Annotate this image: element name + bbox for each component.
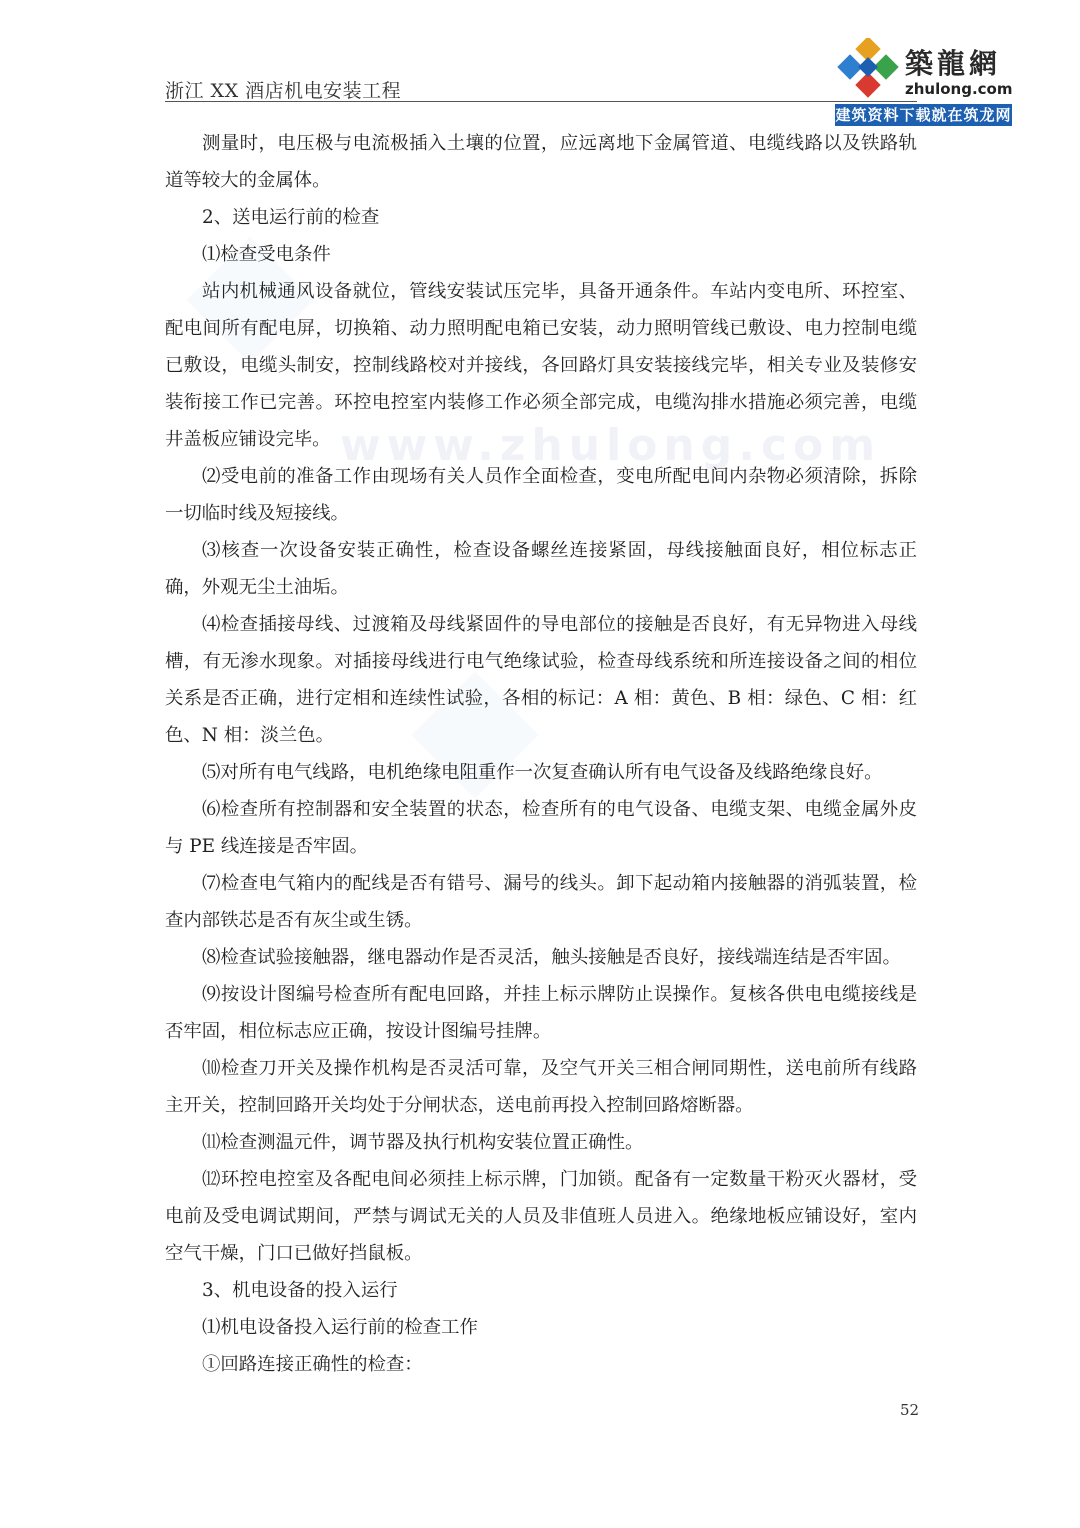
paragraph: ⑵受电前的准备工作由现场有关人员作全面检查，变电所配电间内杂物必须清除，拆除一切临时线及短接线。 xyxy=(165,466,917,524)
section-heading: 3、机电设备的投入运行 xyxy=(202,1280,398,1301)
logo-slogan-banner: 建筑资料下载就在筑龙网 xyxy=(835,106,1012,124)
paragraph: ⑻检查试验接触器，继电器动作是否灵活，触头接触是否良好，接线端连结是否牢固。 xyxy=(202,947,901,968)
paragraph: ⑿环控电控室及各配电间必须挂上标示牌，门加锁。配备有一定数量干粉灭火器材，受电前及受电调试期间，严禁与调试无关的人员及非值班人员进入。绝缘地板应铺设好，室内空气干燥，门口已做好挡鼠板。 xyxy=(165,1169,917,1264)
paragraph: ⑹检查所有控制器和安全装置的状态，检查所有的电气设备、电缆支架、电缆金属外皮与 PE 线连接是否牢固。 xyxy=(165,799,917,857)
paragraph: 站内机械通风设备就位，管线安装试压完毕，具备开通条件。车站内变电所、环控室、配电间所有配电屏，切换箱、动力照明配电箱已安装，动力照明管线已敷设、电力控制电缆已敷设，电缆头制安，控制线路校对并接线，各回路灯具安装接线完毕，相关专业及装修安装衔接工作已完善。环控电控室内装修工作必须全部完成，电缆沟排水措施必须完善，电缆井盖板应铺设完毕。 xyxy=(165,281,917,450)
watermark-text: www.zhulong.com xyxy=(340,420,882,471)
document-body xyxy=(165,125,917,1383)
zhulong-logo xyxy=(833,38,1014,128)
document-header-title: 浙江 XX 酒店机电安装工程 xyxy=(165,80,402,102)
paragraph: ⑺检查电气箱内的配线是否有错号、漏号的线头。卸下起动箱内接触器的消弧装置，检查内部铁芯是否有灰尘或生锈。 xyxy=(165,873,917,931)
paragraph: 测量时，电压极与电流极插入土壤的位置，应远离地下金属管道、电缆线路以及铁路轨道等较大的金属体。 xyxy=(165,133,917,191)
paragraph: ⑸对所有电气线路，电机绝缘电阻重作一次复查确认所有电气设备及线路绝缘良好。 xyxy=(202,762,883,783)
subsection-heading: ⑴机电设备投入运行前的检查工作 xyxy=(202,1317,478,1338)
page-number: 52 xyxy=(900,1401,920,1419)
subsection-heading: ⑴检查受电条件 xyxy=(202,244,331,265)
paragraph: ⑾检查测温元件，调节器及执行机构安装位置正确性。 xyxy=(202,1132,644,1153)
paragraph: ⑶核查一次设备安装正确性，检查设备螺丝连接紧固，母线接触面良好，相位标志正确，外观无尘土油垢。 xyxy=(165,540,917,598)
logo-name-en: zhulong.com xyxy=(905,80,1013,98)
section-heading: 2、送电运行前的检查 xyxy=(202,207,380,228)
header-divider xyxy=(165,101,917,102)
logo-name-cn: 築龍網 xyxy=(905,47,1002,80)
paragraph: ⑼按设计图编号检查所有配电回路，并挂上标示牌防止误操作。复核各供电电缆接线是否牢固，相位标志应正确，按设计图编号挂牌。 xyxy=(165,984,917,1042)
paragraph: ⑽检查刀开关及操作机构是否灵活可靠，及空气开关三相合闸同期性，送电前所有线路主开关，控制回路开关均处于分闸状态，送电前再投入控制回路熔断器。 xyxy=(165,1058,917,1116)
subsection-heading: ①回路连接正确性的检查： xyxy=(202,1354,423,1375)
logo-emblem-icon xyxy=(833,38,903,104)
paragraph: ⑷检查插接母线、过渡箱及母线紧固件的导电部位的接触是否良好，有无异物进入母线槽，有无渗水现象。对插接母线进行电气绝缘试验，检查母线系统和所连接设备之间的相位关系是否正确，进行定相和连续性试验，各相的标记：A 相：黄色、B 相：绿色、C 相：红色、N 相：淡兰色。 xyxy=(165,614,917,746)
